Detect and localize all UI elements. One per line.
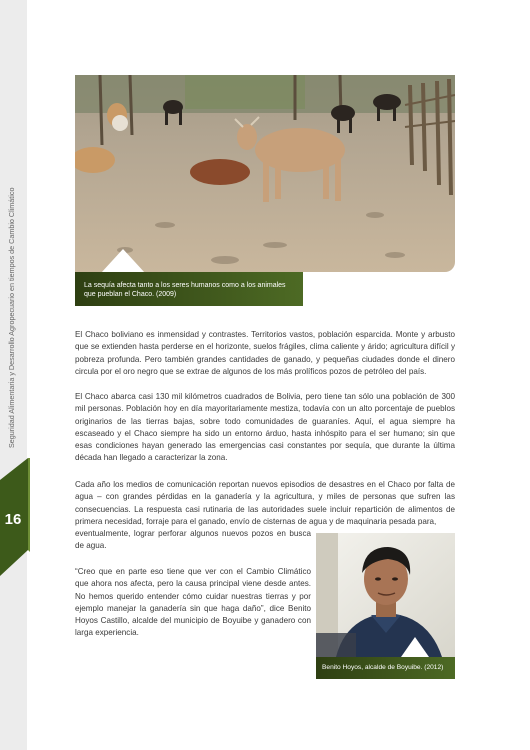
photo-notch <box>101 249 145 273</box>
running-title: Seguridad Alimentaria y Desarrollo Agropecuario en tiempos de Cambio Climático <box>7 187 16 448</box>
cattle-photo <box>75 75 455 272</box>
portrait-notch <box>401 637 429 657</box>
quote-paragraph: “Creo que en parte eso tiene que ver con el Cambio Climático que ahora nos afecta, pero la causa principal viene desde antes. No hemos querido entender cómo cuidar nuestras tierras y por ejemplo manejar la ganadería sin que haga daño”, dice Benito Hoyos Castillo, alcalde del municipio de Boyuibe y ganadero con larga experiencia. <box>75 567 311 638</box>
portrait-caption <box>316 657 455 679</box>
paragraph-3-wide: Cada año los medios de comunicación reportan nuevos episodios de desastres en el Chaco por falta de agua – con grandes pérdidas en la ganadería y la agricultura, y miles de personas que sufren las consecuencias. La respuesta casi rutinaria de las autoridades suele incluir repartición de alimentos de primera necesidad, forraje para el ganado, envío de cisternas de agua y de maquinaria pesada para, <box>75 480 455 526</box>
paragraph-2: El Chaco abarca casi 130 mil kilómetros cuadrados de Bolivia, pero tiene tan sólo una población de 300 mil personas. Población hoy en día mayoritariamente mestiza, todavía con un alto porcentaje de pueblos originarios de las tierras bajas, sobre todo comunidades de guaraníes. Aquí, el agua siempre ha escaseado y el Chaco siempre ha sido un entorno árduo, hasta inhóspito para el ser humano; sin que esas condiciones hayan generado las emergencias casi constantes por sequía, que durante la última década han llegado a caracterizar la zona. <box>75 392 455 463</box>
portrait-photo <box>316 533 455 657</box>
portrait-caption-text: Benito Hoyos, alcalde de Boyuibe. (2012) <box>322 664 444 671</box>
paragraph-3-narrow: eventualmente, lograr perforar algunos nuevos pozos en busca de agua. <box>75 529 311 551</box>
paragraph-1: El Chaco boliviano es inmensidad y contrastes. Territorios vastos, población esparcida. Monte y arbusto que se extienden hasta perderse en el horizonte, suelos frágiles, clima caliente y árido; agricultura difícil y pobreza profunda. Pero también grandes cantidades de ganado, y pequeñas ciudades donde el dinero circula por el oro negro que se extrae de algunos de los más prolíficos pozos de petróleo del país. <box>75 330 455 376</box>
photo-caption-text: La sequía afecta tanto a los seres humanos como a los animales que pueblan el Chaco. (2009) <box>84 282 286 298</box>
photo-caption <box>75 272 303 306</box>
page-number: 16 <box>4 511 22 528</box>
